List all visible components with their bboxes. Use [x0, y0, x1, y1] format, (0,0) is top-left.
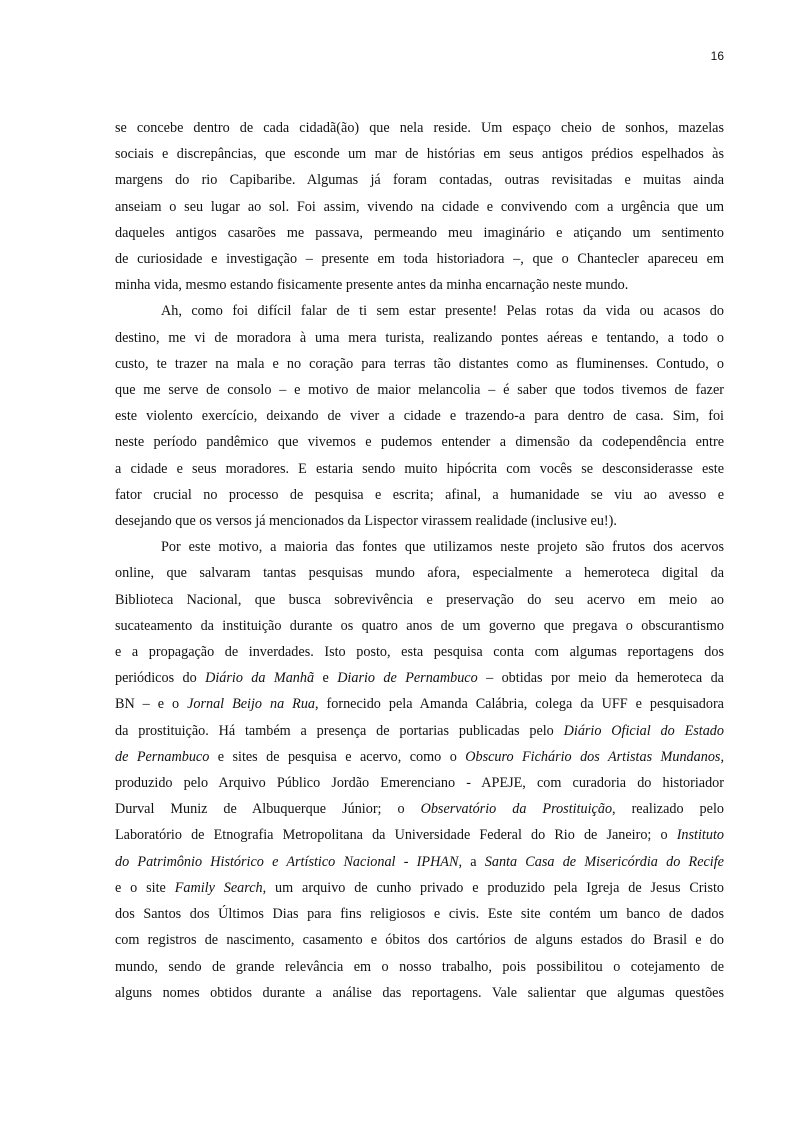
text-run: da prostituição. Há também a presença de portarias publicadas pelo	[115, 722, 564, 739]
text-run: este violento exercício, deixando de viver a cidade e trazendo-a para dentro de casa. Sim, foi	[115, 408, 724, 425]
text-line	[115, 246, 724, 272]
text-run: dos Santos dos Últimos Dias para fins religiosos e civis. Este site contém um banco de dados	[115, 906, 724, 923]
text-run: periódicos do	[115, 670, 206, 687]
paragraph	[115, 298, 724, 534]
text-line	[115, 377, 724, 403]
text-run: destino, me vi de moradora à uma mera turista, realizando pontes aéreas e tentando, a todo o	[115, 329, 724, 346]
text-run: Ah, como foi difícil falar de ti sem estar presente! Pelas rotas da vida ou acasos do	[161, 303, 724, 320]
text-line	[115, 718, 724, 744]
text-run: , um arquivo de cunho privado e produzido pela Igreja de Jesus Cristo	[262, 879, 725, 896]
text-run: custo, te trazer na mala e no coração para terras tão distantes como as fluminenses. Contudo, o	[115, 355, 724, 372]
italic-text: Observatório da Prostituição	[420, 801, 613, 818]
text-run: , fornecido pela Amanda Calábria, colega da UFF e pesquisadora	[315, 696, 724, 713]
italic-text: Instituto	[676, 827, 724, 844]
text-line	[115, 849, 724, 875]
text-run: e a propagação de inverdades. Isto posto, esta pesquisa conta com algumas reportagens dos	[115, 644, 724, 661]
text-line	[115, 456, 724, 482]
italic-text: Santa Casa de Misericórdia do Recife	[484, 853, 724, 870]
text-run: Durval Muniz de Albuquerque Júnior; o	[115, 801, 421, 818]
text-run: com registros de nascimento, casamento e óbitos dos cartórios de alguns estados do Brasil e do	[115, 932, 724, 949]
body-text	[115, 115, 724, 1006]
text-line	[115, 980, 724, 1006]
text-run: neste período pandêmico que vivemos e pudemos entender a dimensão da codependência entre	[115, 434, 724, 451]
italic-text: Diário Oficial do Estado	[563, 722, 724, 739]
italic-text: IPHAN	[416, 853, 459, 870]
italic-text: Diário da Manhã	[205, 670, 315, 687]
text-run: alguns nomes obtidos durante a análise das reportagens. Vale salientar que algumas questões	[115, 984, 724, 1001]
text-run: Biblioteca Nacional, que busca sobrevivência e preservação do seu acervo em meio ao	[115, 591, 724, 608]
text-line	[115, 325, 724, 351]
text-run: fator crucial no processo de pesquisa e escrita; afinal, a humanidade se viu ao avesso e	[115, 486, 724, 503]
text-run: Por este motivo, a maioria das fontes que utilizamos neste projeto são frutos dos acervos	[161, 539, 724, 556]
text-line	[115, 744, 724, 770]
text-line	[115, 429, 724, 455]
text-run: que me serve de consolo – e motivo de maior melancolia – é saber que todos tivemos de fazer	[115, 382, 724, 399]
text-run: se concebe dentro de cada cidadã(ão) que nela reside. Um espaço cheio de sonhos, mazelas	[115, 120, 724, 136]
page-number: 16	[710, 49, 724, 63]
paragraph	[115, 534, 724, 1006]
text-run: produzido pelo Arquivo Público Jordão Emerenciano - APEJE, com curadoria do historiador	[115, 775, 724, 792]
text-run: BN – e o	[115, 696, 188, 713]
text-line	[115, 560, 724, 586]
text-line	[115, 901, 724, 927]
text-run: margens do rio Capibaribe. Algumas já foram contadas, outras revisitadas e muitas ainda	[115, 172, 724, 189]
text-run: – obtidas por meio da hemeroteca da	[477, 670, 724, 687]
paragraph	[115, 115, 724, 298]
text-line	[115, 298, 724, 324]
text-run: mundo, sendo de grande relevância em o nosso trabalho, pois possibilitou o cotejamento de	[115, 958, 724, 975]
italic-text: Obscuro Fichário dos Artistas Mundanos,	[465, 748, 724, 765]
text-line	[115, 691, 724, 717]
text-line	[115, 194, 724, 220]
italic-text: Family Search	[174, 879, 263, 896]
text-line	[115, 272, 724, 298]
text-run: a cidade e seus moradores. E estaria sendo muito hipócrita com vocês se desconsiderasse este	[115, 460, 724, 477]
text-line	[115, 639, 724, 665]
text-run: , a	[458, 853, 485, 870]
text-run: Laboratório de Etnografia Metropolitana da Universidade Federal do Rio de Janeiro; o	[115, 827, 677, 844]
text-line	[115, 115, 724, 141]
text-run: e o site	[115, 879, 175, 896]
text-line	[115, 351, 724, 377]
text-run: daqueles antigos casarões me passava, permeando meu imaginário e atiçando um sentimento	[115, 224, 724, 241]
text-run: e sites de pesquisa e acervo, como o	[209, 748, 466, 765]
text-line	[115, 665, 724, 691]
text-line	[115, 927, 724, 953]
text-run: -	[395, 853, 417, 870]
text-run: sucateamento da instituição durante os quatro anos de um governo que pregava o obscurantismo	[115, 617, 724, 634]
italic-text: de Pernambuco	[115, 748, 210, 765]
text-run: , realizado pelo	[612, 801, 724, 818]
text-line	[115, 220, 724, 246]
text-line	[115, 534, 724, 560]
text-line	[115, 822, 724, 848]
text-line	[115, 770, 724, 796]
text-run: sociais e discrepâncias, que esconde um mar de histórias em seus antigos prédios espelhados às	[115, 146, 724, 163]
text-line	[115, 403, 724, 429]
text-line	[115, 587, 724, 613]
italic-text: Diario de Pernambuco	[337, 670, 478, 687]
text-run: anseiam o seu lugar ao sol. Foi assim, vivendo na cidade e convivendo com a urgência que um	[115, 198, 724, 215]
text-line	[115, 613, 724, 639]
text-line	[115, 954, 724, 980]
text-line	[115, 508, 724, 534]
italic-text: do Patrimônio Histórico e Artístico Nacional	[115, 853, 396, 870]
italic-text: Jornal Beijo na Rua	[187, 696, 316, 713]
text-line	[115, 482, 724, 508]
text-run: minha vida, mesmo estando fisicamente presente antes da minha encarnação neste mundo.	[115, 277, 629, 294]
text-line	[115, 796, 724, 822]
text-run: de curiosidade e investigação – presente em toda historiadora –, que o Chantecler apareceu em	[115, 251, 724, 268]
text-line	[115, 141, 724, 167]
text-line	[115, 875, 724, 901]
text-run: online, que salvaram tantas pesquisas mundo afora, especialmente a hemeroteca digital da	[115, 565, 724, 582]
text-line	[115, 167, 724, 193]
text-run: e	[314, 670, 338, 687]
text-run: desejando que os versos já mencionados da Lispector virassem realidade (inclusive eu!).	[115, 513, 617, 530]
